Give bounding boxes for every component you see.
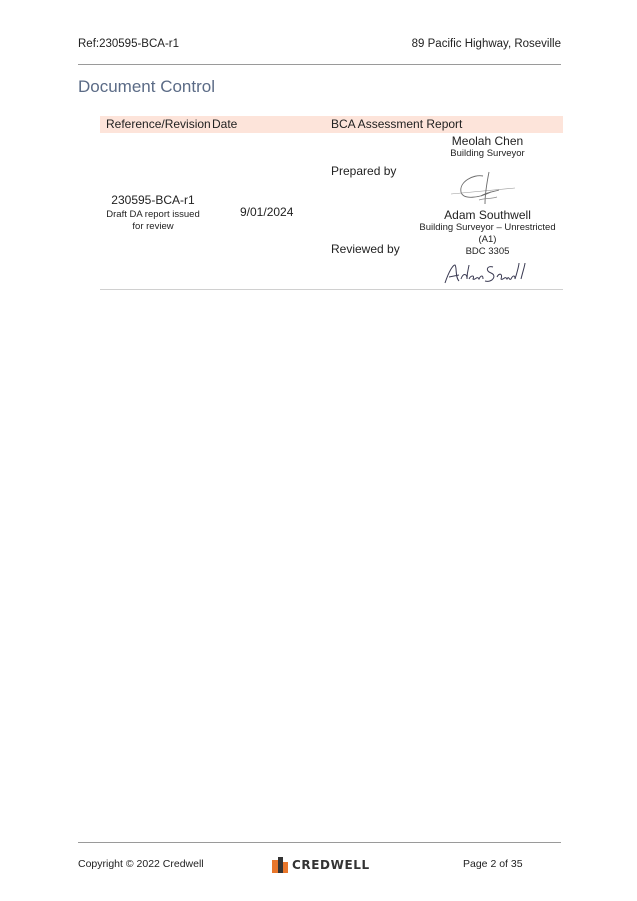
preparer-title: Building Surveyor — [450, 148, 525, 159]
reviewer-name: Adam Southwell — [444, 208, 531, 222]
header-date: Date — [212, 117, 238, 131]
cell-reference — [100, 193, 206, 233]
table-bottom-border — [100, 289, 563, 290]
document-control-table — [100, 116, 563, 290]
preparer-name: Meolah Chen — [451, 134, 524, 148]
footer-divider — [78, 842, 561, 843]
reviewer-block — [416, 208, 559, 258]
credwell-logo — [272, 856, 370, 874]
credwell-logo-icon — [272, 857, 288, 873]
preparer-block — [416, 134, 559, 160]
reference-description: Draft DA report issued for review — [106, 209, 200, 232]
header-reference: Ref:230595-BCA-r1 — [78, 38, 179, 50]
preparer-signature-icon — [449, 168, 519, 208]
credwell-logo-text: CREDWELL — [292, 858, 370, 872]
table-header-row — [100, 116, 563, 133]
reviewer-signature-icon — [443, 261, 529, 285]
reviewer-bdc: BDC 3305 — [465, 246, 510, 257]
reviewed-by-label: Reviewed by — [331, 242, 400, 256]
header-reference-revision: Reference/Revision — [106, 117, 211, 131]
header-address: 89 Pacific Highway, Roseville — [411, 38, 561, 50]
cell-date: 9/01/2024 — [240, 205, 294, 219]
footer-copyright: Copyright © 2022 Credwell — [78, 858, 204, 870]
footer-page-number: Page 2 of 35 — [463, 858, 523, 870]
reviewer-title: Building Surveyor – Unrestricted (A1) — [419, 222, 556, 245]
header-report: BCA Assessment Report — [331, 117, 463, 131]
page-title: Document Control — [78, 77, 216, 96]
prepared-by-label: Prepared by — [331, 164, 397, 178]
reference-code: 230595-BCA-r1 — [111, 193, 195, 207]
header-divider — [78, 64, 561, 65]
